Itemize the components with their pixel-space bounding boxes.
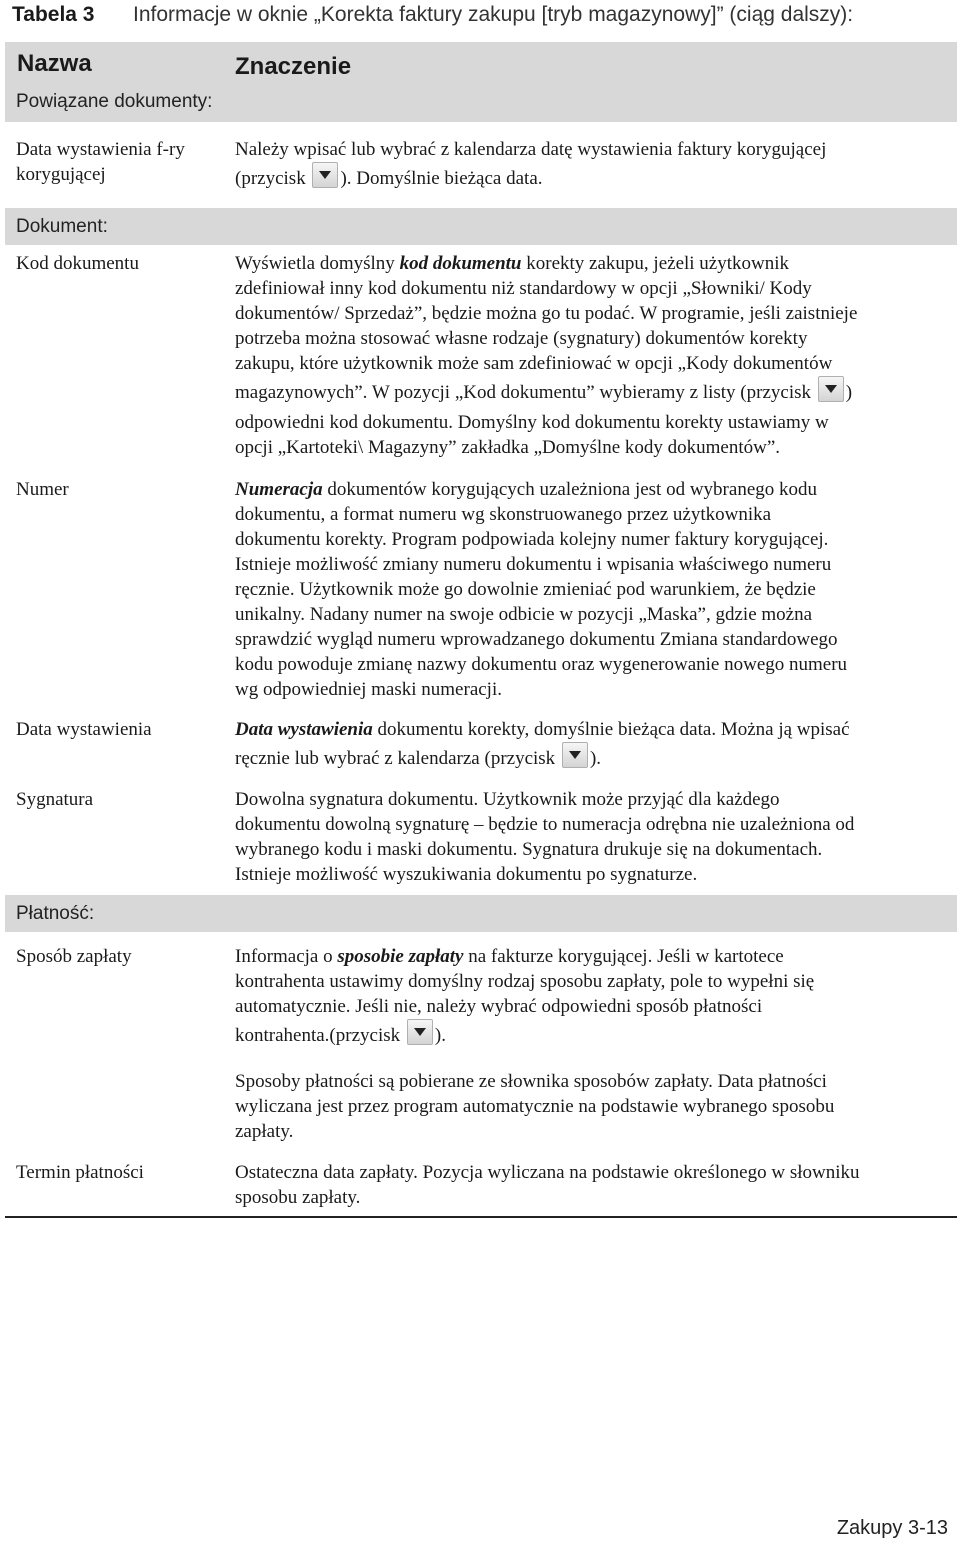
text-line: sposobu zapłaty. xyxy=(235,1187,361,1208)
text-line: Istnieje możliwość zmiany numeru dokumentu i wpisania właściwego numeru xyxy=(235,554,832,575)
text-fragment: (przycisk xyxy=(235,168,311,189)
text-fragment: dokumentu korekty, domyślnie bieżąca data. Można ją wpisać xyxy=(372,719,850,740)
text-fragment: dokumentów korygujących uzależniona jest od wybranego kodu xyxy=(322,479,817,500)
text-emphasis: kod dokumentu xyxy=(399,253,522,274)
text-line xyxy=(235,251,953,276)
table-header xyxy=(5,42,957,122)
text-line: dokumentu, a format numeru wg skonstruowanego przez użytkownika xyxy=(235,504,772,525)
text-line: wybranego kodu i maski dokumentu. Sygnatura drukuje się na dokumentach. xyxy=(235,839,823,860)
row-desc-invoice-date xyxy=(235,137,953,196)
text-fragment: ). xyxy=(589,748,602,769)
text-fragment: Wyświetla domyślny xyxy=(235,253,400,274)
dropdown-arrow-icon xyxy=(407,1019,433,1045)
row-desc-payment-due xyxy=(235,1160,953,1210)
text-fragment: ręcznie lub wybrać z kalendarza (przycisk xyxy=(235,748,560,769)
text-line: kontrahenta ustawimy domyślny rodzaj sposobu zapłaty, pole to wypełni się xyxy=(235,971,815,992)
text-line: Istnieje możliwość wyszukiwania dokumentu po sygnaturze. xyxy=(235,864,698,885)
text-line: Dowolna sygnatura dokumentu. Użytkownik może przyjąć dla każdego xyxy=(235,789,780,810)
table-caption xyxy=(12,0,853,30)
text-line xyxy=(235,944,953,969)
dropdown-arrow-icon xyxy=(562,742,588,768)
row-desc-number xyxy=(235,477,953,702)
text-line xyxy=(235,162,953,196)
column-header-meaning: Znaczenie xyxy=(235,53,352,80)
text-line: ręcznie. Użytkownik może go dowolnie zmieniać pod warunkiem, że będzie xyxy=(235,579,816,600)
section-payment xyxy=(5,895,957,932)
section-label: Dokument: xyxy=(16,216,108,237)
text-fragment: korekty zakupu, jeżeli użytkownik xyxy=(521,253,790,274)
row-name-invoice-date: Data wystawienia f-ry korygującej xyxy=(16,139,185,185)
text-line: Sposoby płatności są pobierane ze słownika sposobów zapłaty. Data płatności xyxy=(235,1071,827,1092)
text-fragment: ). xyxy=(434,1025,446,1046)
text-fragment: kontrahenta.(przycisk xyxy=(235,1025,405,1046)
row-name-document-code: Kod dokumentu xyxy=(16,253,139,274)
text-line: odpowiedni kod dokumentu. Domyślny kod dokumentu korekty ustawiamy w xyxy=(235,412,829,433)
text-line: zapłaty. xyxy=(235,1121,294,1142)
row-desc-signature xyxy=(235,787,953,887)
section-related-documents: Powiązane dokumenty: xyxy=(16,91,213,112)
text-line: wg odpowiedniej maski numeracji. xyxy=(235,679,502,700)
text-line xyxy=(235,742,953,776)
text-line xyxy=(235,376,953,410)
row-name-number: Numer xyxy=(16,479,69,500)
column-header-name: Nazwa xyxy=(17,50,92,77)
text-line: dokumentu korekty. Program podpowiada kolejny numer faktury korygującej. xyxy=(235,529,829,550)
text-line xyxy=(235,477,953,502)
text-fragment: ) xyxy=(845,382,853,403)
dropdown-arrow-icon xyxy=(818,376,844,402)
text-line: automatycznie. Jeśli nie, należy wybrać odpowiedni sposób płatności xyxy=(235,996,763,1017)
text-line: opcji „Kartoteki\ Magazyny” zakładka „Domyślne kody dokumentów”. xyxy=(235,437,781,458)
text-emphasis: Numeracja xyxy=(235,479,323,500)
row-desc-payment-method xyxy=(235,944,953,1053)
table-title: Informacje w oknie „Korekta faktury zakupu [tryb magazynowy]” (ciąg dalszy): xyxy=(133,3,854,26)
text-fragment: na fakturze korygującej. Jeśli w kartotece xyxy=(463,946,784,967)
text-line: unikalny. Nadany numer na swoje odbicie w pozycji „Maska”, gdzie można xyxy=(235,604,813,625)
text-fragment: ). Domyślnie bieżąca data. xyxy=(340,168,543,189)
row-name-signature: Sygnatura xyxy=(16,789,94,810)
text-line: dokumentów/ Sprzedaż”, będzie można go tu podać. W programie, jeśli zaistnieje xyxy=(235,303,858,324)
row-name-payment-due: Termin płatności xyxy=(16,1162,144,1183)
text-line xyxy=(235,717,953,742)
section-document xyxy=(5,208,957,245)
text-line: dokumentu dowolną sygnaturę – będzie to numeracja odrębna nie uzależniona od xyxy=(235,814,855,835)
text-line: wyliczana jest przez program automatycznie na podstawie wybranego sposobu xyxy=(235,1096,835,1117)
text-fragment: Informacja o xyxy=(235,946,338,967)
page-footer: Zakupy 3-13 xyxy=(836,1517,948,1539)
table-bottom-rule xyxy=(5,1216,957,1218)
row-desc-payment-method-note xyxy=(235,1069,953,1144)
row-name-issue-date: Data wystawienia xyxy=(16,719,152,740)
table-number: Tabela 3 xyxy=(12,3,95,26)
text-line: zdefiniował inny kod dokumentu niż standardowy w opcji „Słowniki/ Kody xyxy=(235,278,812,299)
row-desc-issue-date xyxy=(235,717,953,776)
dropdown-arrow-icon xyxy=(312,162,338,188)
row-desc-document-code xyxy=(235,251,953,460)
row-name-payment-method: Sposób zapłaty xyxy=(16,946,132,967)
text-emphasis: Data wystawienia xyxy=(235,719,373,740)
text-line: Należy wpisać lub wybrać z kalendarza datę wystawienia faktury korygującej xyxy=(235,139,827,160)
text-line: kodu powoduje zmianę nazwy dokumentu oraz wygenerowanie nowego numeru xyxy=(235,654,848,675)
section-label: Płatność: xyxy=(16,903,95,924)
text-line: zakupu, które użytkownik może sam zdefiniować w opcji „Kody dokumentów xyxy=(235,353,833,374)
text-line xyxy=(235,1019,953,1053)
text-line: sprawdzić wygląd numeru wprowadzanego dokumentu Zmiana standardowego xyxy=(235,629,838,650)
text-line: Ostateczna data zapłaty. Pozycja wyliczana na podstawie określonego w słowniku xyxy=(235,1162,860,1183)
text-fragment: magazynowych”. W pozycji „Kod dokumentu” wybieramy z listy (przycisk xyxy=(235,382,816,403)
text-line: potrzeba można stosować własne rodzaje (sygnatury) dokumentów korekty xyxy=(235,328,808,349)
text-emphasis: sposobie zapłaty xyxy=(337,946,464,967)
